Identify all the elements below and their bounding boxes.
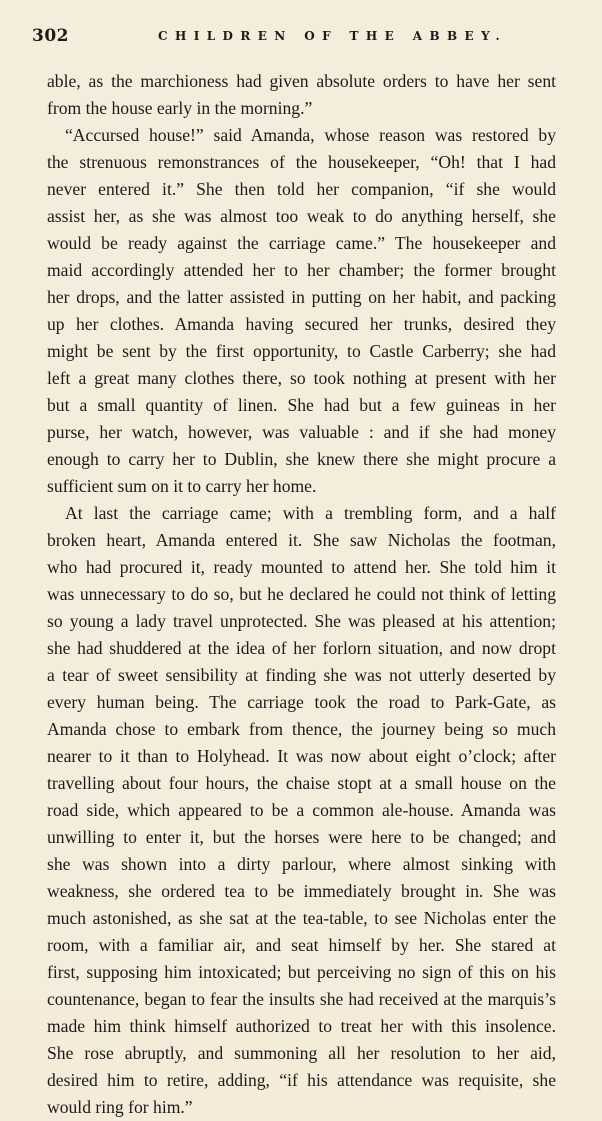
text-line: maid accordingly attended her to her chamber; the former brought (47, 260, 556, 280)
text-line: but a small quantity of linen. She had but a few guineas in her (47, 395, 556, 415)
text-line: assist her, as she was almost too weak to do anything herself, she (47, 206, 556, 226)
text-line: her drops, and the latter assisted in putting on her habit, and packing (47, 287, 556, 307)
text-line: weakness, she ordered tea to be immediately brought in. She was (47, 881, 556, 901)
text-line: desired him to retire, adding, “if his attendance was requisite, she (47, 1070, 556, 1090)
text-line: sufficient sum on it to carry her home. (47, 476, 317, 496)
text-line: road side, which appeared to be a common ale-house. Amanda was (47, 800, 556, 820)
text-line: was unnecessary to do so, but he declared he could not think of letting (47, 584, 556, 604)
text-line: travelling about four hours, the chaise stopt at a small house on the (47, 773, 556, 793)
text-line: every human being. The carriage took the road to Park-Gate, as (47, 692, 556, 712)
text-line: the strenuous remonstrances of the housekeeper, “Oh! that I had (47, 152, 556, 172)
text-line: might be sent by the first opportunity, to Castle Carberry; she had (47, 341, 556, 361)
text-line: she had shuddered at the idea of her forlorn situation, and now dropt (47, 638, 556, 658)
text-line: At last the carriage came; with a trembling form, and a half (65, 503, 556, 523)
text-line: would be ready against the carriage came.” The housekeeper and (47, 233, 556, 253)
text-line: nearer to it than to Holyhead. It was now about eight o’clock; after (47, 746, 556, 766)
body-text (47, 68, 556, 1121)
text-line: broken heart, Amanda entered it. She saw Nicholas the footman, (47, 530, 556, 550)
running-title: CHILDREN OF THE ABBEY. (158, 29, 508, 43)
page-header (32, 26, 572, 50)
text-line: from the house early in the morning.” (47, 98, 313, 118)
page-number: 302 (32, 26, 69, 46)
text-line: She rose abruptly, and summoning all her resolution to her aid, (47, 1043, 556, 1063)
text-line: would ring for him.” (47, 1097, 193, 1117)
text-line: made him think himself authorized to treat her with this insolence. (47, 1016, 556, 1036)
text-line: she was shown into a dirty parlour, where almost sinking with (47, 854, 556, 874)
text-line: up her clothes. Amanda having secured her trunks, desired they (47, 314, 556, 334)
text-line: “Accursed house!” said Amanda, whose reason was restored by (65, 125, 556, 145)
text-line: Amanda chose to embark from thence, the journey being so much (47, 719, 556, 739)
text-line: a tear of sweet sensibility at finding she was not utterly deserted by (47, 665, 556, 685)
text-line: so young a lady travel unprotected. She was pleased at his attention; (47, 611, 556, 631)
text-line: room, with a familiar air, and seat himself by her. She stared at (47, 935, 556, 955)
text-line: left a great many clothes there, so took nothing at present with her (47, 368, 556, 388)
text-line: able, as the marchioness had given absolute orders to have her sent (47, 71, 556, 91)
text-line: enough to carry her to Dublin, she knew there she might procure a (47, 449, 556, 469)
text-line: unwilling to enter it, but the horses were here to be changed; and (47, 827, 556, 847)
text-line: much astonished, as she sat at the tea-table, to see Nicholas enter the (47, 908, 556, 928)
text-line: who had procured it, ready mounted to attend her. She told him it (47, 557, 556, 577)
text-line: purse, her watch, however, was valuable : and if she had money (47, 422, 556, 442)
text-line: countenance, began to fear the insults she had received at the marquis’s (47, 989, 556, 1009)
text-line: first, supposing him intoxicated; but perceiving no sign of this on his (47, 962, 556, 982)
text-line: never entered it.” She then told her companion, “if she would (47, 179, 556, 199)
